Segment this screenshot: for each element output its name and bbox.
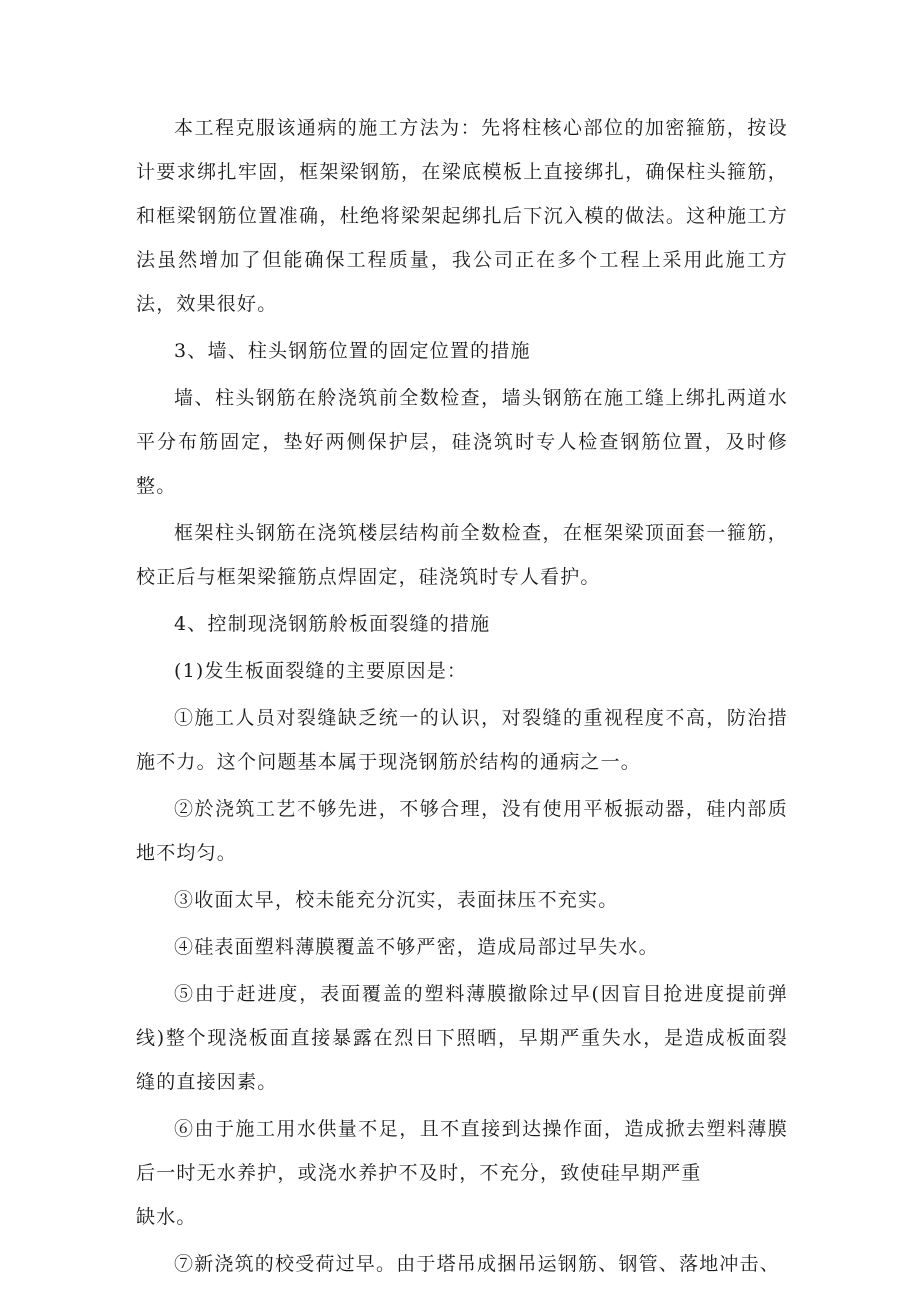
paragraph-frame-column-rebar-check: 框架柱头钢筋在浇筑楼层结构前全数检查，在框架梁顶面套一箍筋，校正后与框架梁箍筋点焊固定，硅浇筑时专人看护。 <box>136 522 788 588</box>
heading-slab-crack-control: 4、控制现浇钢筋舲板面裂缝的措施 <box>174 613 491 635</box>
list-item-cause-5: ⑤由于赶进度，表面覆盖的塑料薄膜撤除过早(因盲目抢进度提前弹线)整个现浇板面直接暴露在烈日下照晒，早期严重失水，是造成板面裂缝的直接因素。 <box>136 983 788 1093</box>
document-body <box>136 106 788 1289</box>
heading-wall-column-rebar-fixing: 3、墙、柱头钢筋位置的固定位置的措施 <box>174 340 531 362</box>
list-item-cause-6-continued: 缺水。 <box>136 1206 197 1228</box>
list-item-cause-7: ⑦新浇筑的校受荷过早。由于塔吊成捆吊运钢筋、钢管、落地冲击、 <box>174 1253 781 1275</box>
list-item-cause-6: ⑥由于施工用水供量不足，且不直接到达操作面，造成掀去塑料薄膜后一时无水养护，或浇水养护不及时，不充分，致使硅早期严重 <box>136 1118 788 1184</box>
list-item-cause-4: ④硅表面塑料薄膜覆盖不够严密，造成局部过早失水。 <box>174 936 659 958</box>
paragraph-wall-rebar-check: 墙、柱头钢筋在舲浇筑前全数检查，墙头钢筋在施工缝上绑扎两道水平分布筋固定，垫好两侧保护层，硅浇筑时专人检查钢筋位置，及时修整。 <box>136 387 788 497</box>
list-item-cause-2: ②於浇筑工艺不够先进，不够合理，没有使用平板振动器，硅内部质地不均匀。 <box>136 798 788 864</box>
subheading-crack-causes: (1)发生板面裂缝的主要原因是： <box>174 660 468 682</box>
list-item-cause-1: ①施工人员对裂缝缺乏统一的认识，对裂缝的重视程度不高，防治措施不力。这个问题基本属于现浇钢筋於结构的通病之一。 <box>136 707 788 773</box>
list-item-cause-3: ③收面太早，校未能充分沉实，表面抹压不充实。 <box>174 889 619 911</box>
paragraph-construction-method: 本工程克服该通病的施工方法为：先将柱核心部位的加密箍筋，按设计要求绑扎牢固，框架梁钢筋，在梁底模板上直接绑扎，确保柱头箍筋，和框梁钢筋位置准确，杜绝将梁架起绑扎后下沉入模的做法。这种施工方法虽然增加了但能确保工程质量，我公司正在多个工程上采用此施工方法，效果很好。 <box>136 117 788 315</box>
